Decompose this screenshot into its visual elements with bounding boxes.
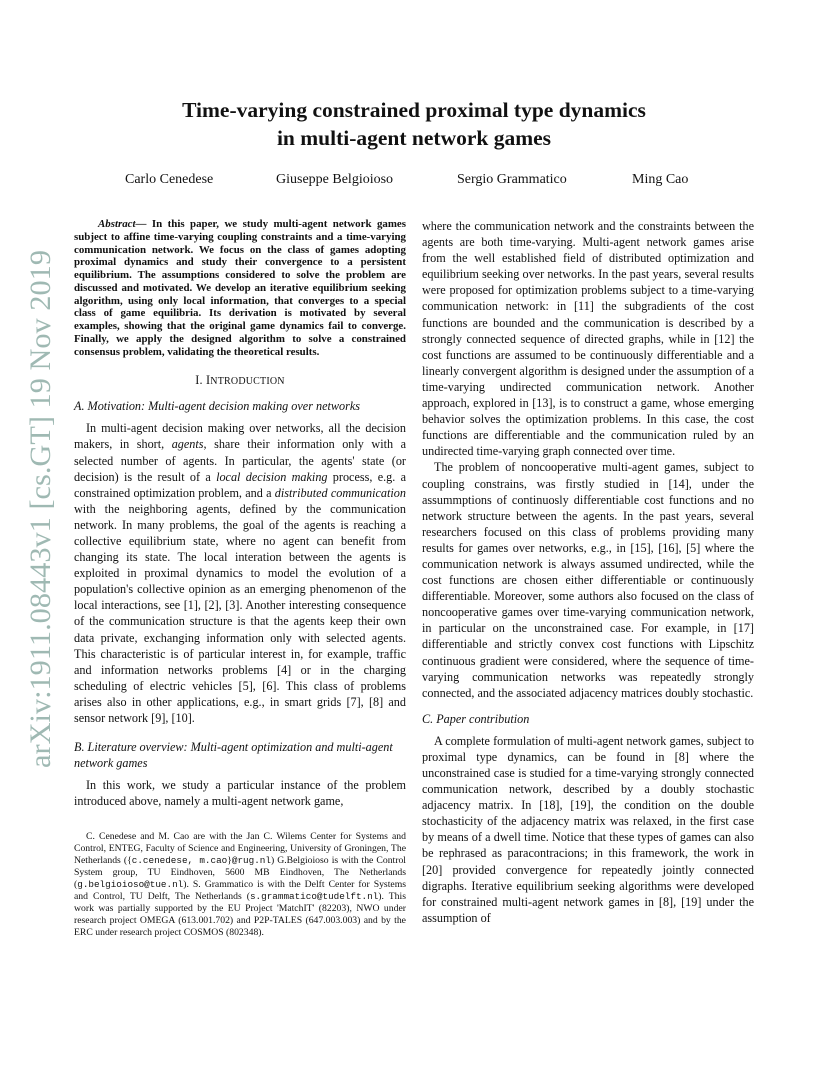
paper-title: [0, 96, 828, 152]
title-line-2: in multi-agent network games: [276, 126, 552, 150]
section-heading-introduction: [74, 372, 406, 390]
section-rest: NTRODUCTION: [210, 376, 285, 388]
author-2: Giuseppe Belgioioso: [276, 172, 394, 187]
paragraph-literature-cont: where the communication network and the constraints between the agents are both time-varying. Multi-agent network games arise from the well established field of distributed optimization and equilibrium seeking over networks. In the past years, several results were proposed for optimization problems subject to a time-varying communication network: in [11] the subgradients of the cost functions are bounded and the communication is described by a strongly connected sequence of directed graphs, while in [12] the cost functions are assumed to be continuously differentiable and a linearly convergent algorithm is designed under the assumption of a time-varying undirected communication network. Another approach, explored in [13], is to construct a game, whose emerging behavior solves the optimization problems. In this case, the cost functions are differentiable and the communication ruled by an undirected time-varying graph connected over time.: [422, 219, 754, 459]
paragraph-noncooperative: The problem of noncooperative multi-agent games, subject to coupling constrains, was firstly studied in [14], under the assummptions of continuosly differentiable cost functions and no network structure between the agents. In the past years, several researchers focused on this class of problems providing many results for games over networks, e.g., in [15], [16], [5] where the communication network is always assumed undirected, while the cost functions are chosen either differentiable or continuously differentiable. Moreover, some authors also focused on the class of noncooperative games over time-varying communication network, in particular on the unconstrained case. For example, in [17] differentiable and strictly convex cost functions with Lipschitz continuous gradient were considered, where the sequence of time-varying communication networks was repeatedly strongly connected, and the associated adjacency matrices doubly stochastic.: [422, 460, 754, 700]
abstract-text: In this paper, we study multi-agent network games subject to affine time-varying coupling constraints and a time-varying communication network. We focus on the class of games adopting proximal dynamics and study their convergence to a persistent equilibrium. The assumptions considered to solve the problem are discussed and motivated. We develop an iterative equilibrium seeking algorithm, using only local information, that converges to a special class of game equilibria. Its derivation is motivated by several examples, showing that the original game dynamics fail to converge. Finally, we apply the designed algorithm to solve a constrained consensus problem, validating the theoretical results.: [74, 218, 406, 358]
paragraph-contribution: A complete formulation of multi-agent network games, subject to proximal type dynamics, can be found in [8] where the unconstrained case is studied for a time-varying strongly connected communication network, described by a doubly stochastic adjacency matrix. In [18], [19], the condition on the double stochasticity of the adjacency matrix was relaxed, in the first case by means of a dwell time. Notice that these types of games can also be rephrased as paracontracions; in this framework, the work in [20] provided convergence for repeatedly jointly connected digraphs. Iterative equilibrium seeking algorithms were developed for constrained multi-agent network games in [8], [19] under the assumption of: [422, 733, 754, 925]
arxiv-sidebar-stamp: [18, 250, 62, 770]
section-numeral: I.: [195, 373, 207, 388]
paragraph-literature: In this work, we study a particular instance of the problem introduced above, namely a multi-agent network game,: [74, 778, 406, 809]
author-list: [0, 172, 828, 192]
paragraph-motivation: In multi-agent decision making over networks, all the decision makers, in short, agents, share their information only with a selected number of agents. In particular, the agents' state (or decision) is the result of a local decision making process, e.g. a constrained optimization problem, and a distributed communication with the neighboring agents, defined by the communication network. In many problems, the goal of the agents is reaching a collective equilibrium state, where no agent can benefit from changing its state. The local interation between the agents is exploited in proximal dynamics to model the evolution of a population's collective opinion as an emerging phenomenon of the local interactions, see [1], [2], [3]. Another interesting consequence of the communication structure is that the agents keep their own data private, exchanging information only with selected agents. This characteristic is of particular interest in, for example, traffic and information networks problems [4] or in the charging scheduling of electric vehicles [5], [6]. This class of problems arises also in other applications, e.g., in smart grids [7], [8] and sensor network [9], [10].: [74, 421, 406, 726]
author-3: Sergio Grammatico: [457, 172, 567, 187]
section-first-letter: I: [206, 373, 211, 388]
footnote-affiliations: C. Cenedese and M. Cao are with the Jan C. Wilems Center for Systems and Control, ENTEG, Faculty of Science and Engineering, University of Groningen, The Netherlands ({c.cenedese, m.cao}@rug.nl) G.Belgioioso is with the Control System group, TU Eindhoven, 5600 MB Eindhoven, The Netherlands (g.belgioioso@tue.nl). S. Grammatico is with the Delft Center for Systems and Control, TU Delft, The Netherlands (s.grammatico@tudelft.nl). This work was partially supported by the EU Project 'MatchIT' (82203), NWO under research project OMEGA (613.001.702) and P2P-TALES (647.003.003) and by the ERC under research project COSMOS (802348).: [74, 831, 407, 938]
abstract-dash: —: [135, 218, 147, 230]
right-column: [422, 218, 754, 926]
arxiv-stamp-svg: [18, 250, 62, 770]
title-line-1: Time-varying constrained proximal type dynamics: [182, 98, 646, 122]
subsection-b-heading: B. Literature overview: Multi-agent optimization and multi-agent network games: [74, 740, 393, 771]
subsection-a-heading: A. Motivation: Multi-agent decision making over networks: [74, 399, 361, 414]
abstract: [74, 218, 406, 358]
left-column: [74, 218, 406, 938]
subsection-c-heading: C. Paper contribution: [422, 711, 530, 726]
abstract-label: Abstract: [98, 218, 136, 230]
author-1: Carlo Cenedese: [125, 172, 214, 187]
arxiv-identifier: arXiv:1911.08443v1 [cs.GT] 19 Nov 2019: [24, 255, 57, 768]
author-4: Ming Cao: [632, 172, 689, 187]
